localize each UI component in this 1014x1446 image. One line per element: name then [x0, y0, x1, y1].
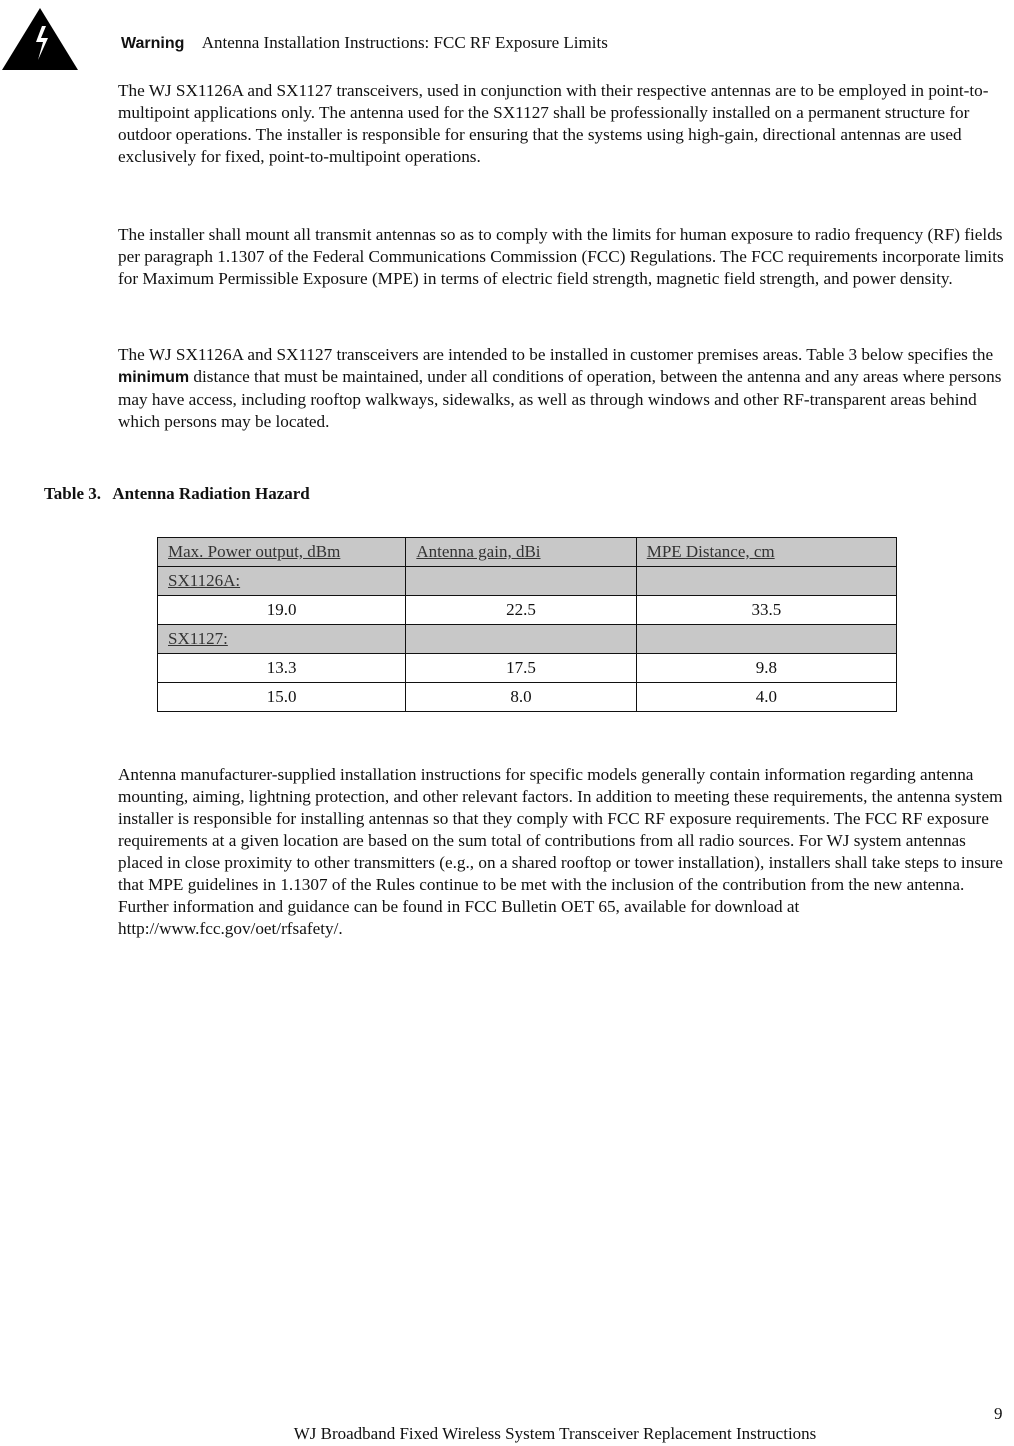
cell-gain: 17.5 — [406, 654, 636, 683]
group-filler — [636, 625, 896, 654]
paragraph-minimum-distance — [118, 344, 1010, 433]
antenna-radiation-hazard-table — [157, 537, 897, 712]
p3-text-before: The WJ SX1126A and SX1127 transceivers are intended to be installed in customer premises areas. Table 3 below specifies the — [118, 345, 994, 364]
warning-heading — [121, 33, 608, 53]
table-row — [158, 683, 897, 712]
header-mpe-distance: MPE Distance, cm — [636, 538, 896, 567]
cell-power: 13.3 — [158, 654, 406, 683]
cell-gain: 8.0 — [406, 683, 636, 712]
warning-label: Warning — [121, 35, 185, 52]
p3-bold-minimum: minimum — [118, 369, 190, 386]
group-row-sx1127 — [158, 625, 897, 654]
table-row — [158, 654, 897, 683]
cell-power: 19.0 — [158, 596, 406, 625]
table-row — [158, 596, 897, 625]
page-footer: WJ Broadband Fixed Wireless System Transceiver Replacement Instructions — [293, 1424, 817, 1443]
header-antenna-gain: Antenna gain, dBi — [406, 538, 636, 567]
cell-gain: 22.5 — [406, 596, 636, 625]
warning-triangle-icon — [0, 6, 80, 72]
cell-distance: 33.5 — [636, 596, 896, 625]
paragraph-installer-limits: The installer shall mount all transmit antennas so as to comply with the limits for human exposure to radio frequency (RF) fields per paragraph 1.1307 of the Federal Communications Commission (FCC) Regulations. The FCC requirements incorporate limits for Maximum Permissible Exposure (MPE) in terms of electric field strength, magnetic field strength, and power density. — [118, 225, 1004, 288]
group-label: SX1126A: — [158, 567, 406, 596]
group-label: SX1127: — [158, 625, 406, 654]
cell-distance: 4.0 — [636, 683, 896, 712]
group-filler — [636, 567, 896, 596]
group-filler — [406, 567, 636, 596]
table-caption — [44, 484, 310, 504]
warning-title: Antenna Installation Instructions: FCC RF Exposure Limits — [201, 33, 608, 52]
header-max-power: Max. Power output, dBm — [158, 538, 406, 567]
group-row-sx1126a — [158, 567, 897, 596]
table-header-row — [158, 538, 897, 567]
paragraph-applications: The WJ SX1126A and SX1127 transceivers, used in conjunction with their respective antennas are to be employed in point-to-multipoint applications only. The antenna used for the SX1127 shall be professionally installed on a permanent structure for outdoor operations. The installer is responsible for ensuring that the systems using high-gain, directional antennas are used exclusively for fixed, point-to-multipoint operations. — [118, 81, 989, 166]
table-caption-number: Table 3. — [44, 484, 102, 503]
cell-power: 15.0 — [158, 683, 406, 712]
cell-distance: 9.8 — [636, 654, 896, 683]
paragraph-manufacturer-instructions: Antenna manufacturer-supplied installation instructions for specific models generally contain information regarding antenna mounting, aiming, lightning protection, and other relevant factors. In addition to meeting these requirements, the antenna system installer is responsible for installing antennas so that they comply with FCC RF exposure requirements. The FCC RF exposure requirements at a given location are based on the sum total of contributions from all radio sources. For WJ system antennas placed in close proximity to other transmitters (e.g., on a shared rooftop or tower installation), installers shall take steps to insure that MPE guidelines in 1.1307 of the Rules continue to be met with the inclusion of the contribution from the new antenna. Further information and guidance can be found in FCC Bulletin OET 65, available for download at http://www.fcc.gov/oet/rfsafety/. — [118, 765, 1003, 938]
group-filler — [406, 625, 636, 654]
table-caption-title: Antenna Radiation Hazard — [112, 484, 310, 503]
page-number: 9 — [994, 1404, 1003, 1423]
p3-text-after: distance that must be maintained, under all conditions of operation, between the antenna and any areas where persons may have access, including rooftop walkways, sidewalks, as well as through windows and other RF-transparent areas behind which persons may be located. — [118, 367, 1002, 431]
